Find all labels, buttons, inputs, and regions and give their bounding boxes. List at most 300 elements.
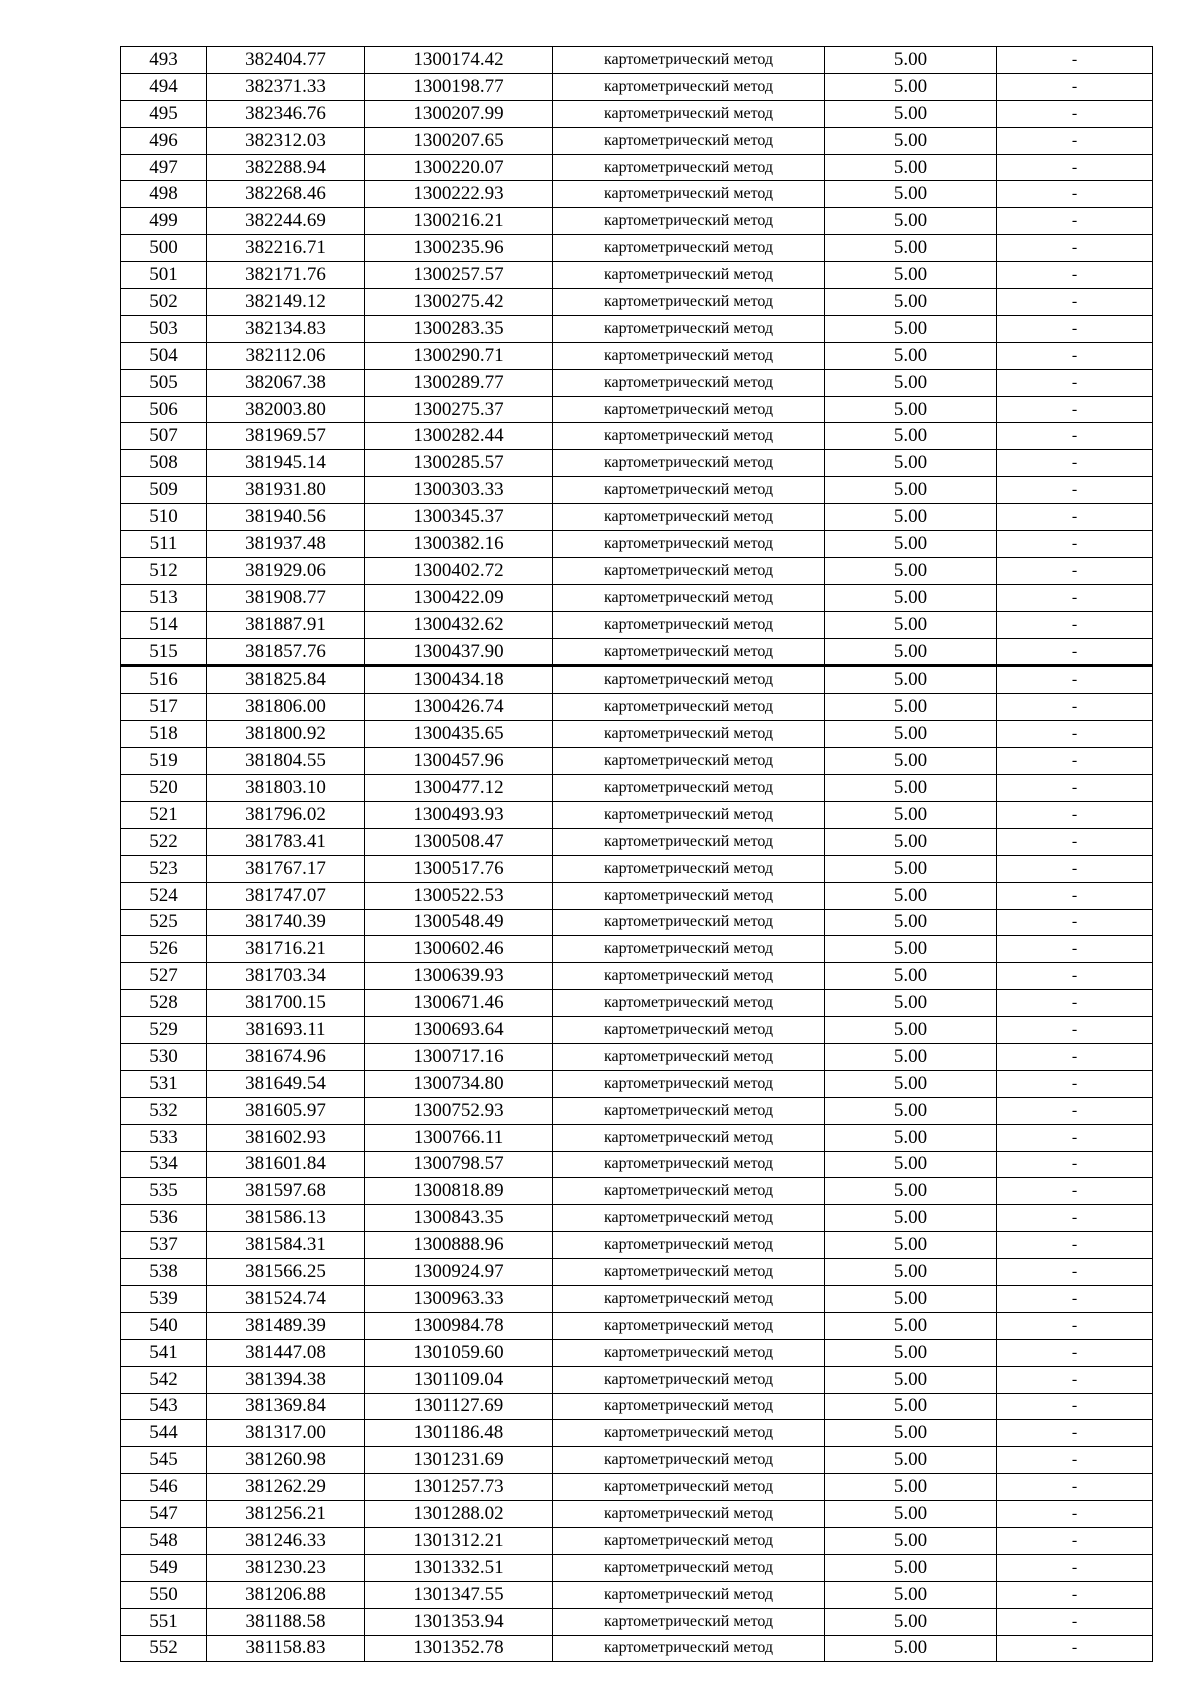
x-coordinate-cell: 381524.74 (207, 1285, 365, 1312)
x-coordinate-cell: 381700.15 (207, 990, 365, 1017)
x-coordinate-cell: 381803.10 (207, 775, 365, 802)
point-number-cell: 547 (121, 1501, 207, 1528)
y-coordinate-cell: 1300207.65 (365, 127, 553, 154)
accuracy-cell: 5.00 (825, 1124, 997, 1151)
note-cell: - (997, 100, 1153, 127)
method-cell: картометрический метод (553, 694, 825, 721)
method-cell: картометрический метод (553, 1205, 825, 1232)
method-cell: картометрический метод (553, 611, 825, 638)
table-row (121, 1285, 1153, 1312)
point-number-cell: 497 (121, 154, 207, 181)
note-cell: - (997, 1259, 1153, 1286)
point-number-cell: 552 (121, 1635, 207, 1662)
x-coordinate-cell: 382216.71 (207, 235, 365, 262)
x-coordinate-cell: 381969.57 (207, 423, 365, 450)
method-cell: картометрический метод (553, 450, 825, 477)
accuracy-cell: 5.00 (825, 342, 997, 369)
table-row (121, 1097, 1153, 1124)
point-number-cell: 543 (121, 1393, 207, 1420)
accuracy-cell: 5.00 (825, 1527, 997, 1554)
note-cell: - (997, 477, 1153, 504)
note-cell: - (997, 235, 1153, 262)
accuracy-cell: 5.00 (825, 1581, 997, 1608)
table-row (121, 1339, 1153, 1366)
x-coordinate-cell: 382112.06 (207, 342, 365, 369)
method-cell: картометрический метод (553, 423, 825, 450)
method-cell: картометрический метод (553, 909, 825, 936)
accuracy-cell: 5.00 (825, 882, 997, 909)
accuracy-cell: 5.00 (825, 450, 997, 477)
y-coordinate-cell: 1300602.46 (365, 936, 553, 963)
note-cell: - (997, 181, 1153, 208)
note-cell: - (997, 73, 1153, 100)
table-row (121, 1205, 1153, 1232)
method-cell: картометрический метод (553, 100, 825, 127)
note-cell: - (997, 1366, 1153, 1393)
y-coordinate-cell: 1300752.93 (365, 1097, 553, 1124)
accuracy-cell: 5.00 (825, 1366, 997, 1393)
accuracy-cell: 5.00 (825, 1151, 997, 1178)
method-cell: картометрический метод (553, 154, 825, 181)
y-coordinate-cell: 1301231.69 (365, 1447, 553, 1474)
accuracy-cell: 5.00 (825, 909, 997, 936)
method-cell: картометрический метод (553, 208, 825, 235)
x-coordinate-cell: 382312.03 (207, 127, 365, 154)
x-coordinate-cell: 381945.14 (207, 450, 365, 477)
note-cell: - (997, 1447, 1153, 1474)
point-number-cell: 504 (121, 342, 207, 369)
method-cell: картометрический метод (553, 504, 825, 531)
method-cell: картометрический метод (553, 1259, 825, 1286)
y-coordinate-cell: 1300548.49 (365, 909, 553, 936)
note-cell: - (997, 504, 1153, 531)
method-cell: картометрический метод (553, 342, 825, 369)
y-coordinate-cell: 1301059.60 (365, 1339, 553, 1366)
table-row (121, 909, 1153, 936)
note-cell: - (997, 666, 1153, 694)
accuracy-cell: 5.00 (825, 1393, 997, 1420)
accuracy-cell: 5.00 (825, 1474, 997, 1501)
note-cell: - (997, 694, 1153, 721)
y-coordinate-cell: 1300693.64 (365, 1017, 553, 1044)
note-cell: - (997, 47, 1153, 74)
y-coordinate-cell: 1300222.93 (365, 181, 553, 208)
table-row (121, 1151, 1153, 1178)
method-cell: картометрический метод (553, 47, 825, 74)
table-row (121, 450, 1153, 477)
x-coordinate-cell: 382244.69 (207, 208, 365, 235)
y-coordinate-cell: 1300434.18 (365, 666, 553, 694)
method-cell: картометрический метод (553, 1178, 825, 1205)
y-coordinate-cell: 1300457.96 (365, 748, 553, 775)
accuracy-cell: 5.00 (825, 1017, 997, 1044)
y-coordinate-cell: 1300285.57 (365, 450, 553, 477)
table-row (121, 1501, 1153, 1528)
point-number-cell: 519 (121, 748, 207, 775)
table-row (121, 1178, 1153, 1205)
x-coordinate-cell: 382268.46 (207, 181, 365, 208)
point-number-cell: 523 (121, 855, 207, 882)
note-cell: - (997, 342, 1153, 369)
x-coordinate-cell: 381369.84 (207, 1393, 365, 1420)
table-row (121, 1527, 1153, 1554)
table-row (121, 262, 1153, 289)
accuracy-cell: 5.00 (825, 73, 997, 100)
x-coordinate-cell: 381857.76 (207, 638, 365, 666)
table-row (121, 342, 1153, 369)
coordinates-table (120, 46, 1153, 1662)
accuracy-cell: 5.00 (825, 936, 997, 963)
y-coordinate-cell: 1300671.46 (365, 990, 553, 1017)
x-coordinate-cell: 381783.41 (207, 828, 365, 855)
x-coordinate-cell: 381703.34 (207, 963, 365, 990)
point-number-cell: 540 (121, 1312, 207, 1339)
method-cell: картометрический метод (553, 1447, 825, 1474)
point-number-cell: 516 (121, 666, 207, 694)
x-coordinate-cell: 381394.38 (207, 1366, 365, 1393)
accuracy-cell: 5.00 (825, 47, 997, 74)
point-number-cell: 541 (121, 1339, 207, 1366)
point-number-cell: 500 (121, 235, 207, 262)
x-coordinate-cell: 381447.08 (207, 1339, 365, 1366)
point-number-cell: 499 (121, 208, 207, 235)
y-coordinate-cell: 1300235.96 (365, 235, 553, 262)
method-cell: картометрический метод (553, 1285, 825, 1312)
note-cell: - (997, 801, 1153, 828)
y-coordinate-cell: 1301127.69 (365, 1393, 553, 1420)
table-row (121, 1393, 1153, 1420)
note-cell: - (997, 1070, 1153, 1097)
x-coordinate-cell: 381825.84 (207, 666, 365, 694)
y-coordinate-cell: 1300275.42 (365, 289, 553, 316)
accuracy-cell: 5.00 (825, 208, 997, 235)
point-number-cell: 530 (121, 1043, 207, 1070)
x-coordinate-cell: 381929.06 (207, 557, 365, 584)
y-coordinate-cell: 1301186.48 (365, 1420, 553, 1447)
x-coordinate-cell: 381649.54 (207, 1070, 365, 1097)
x-coordinate-cell: 382149.12 (207, 289, 365, 316)
y-coordinate-cell: 1300303.33 (365, 477, 553, 504)
table-row (121, 396, 1153, 423)
y-coordinate-cell: 1300798.57 (365, 1151, 553, 1178)
accuracy-cell: 5.00 (825, 396, 997, 423)
note-cell: - (997, 1581, 1153, 1608)
method-cell: картометрический метод (553, 748, 825, 775)
table-row (121, 611, 1153, 638)
point-number-cell: 518 (121, 721, 207, 748)
point-number-cell: 537 (121, 1232, 207, 1259)
x-coordinate-cell: 381597.68 (207, 1178, 365, 1205)
accuracy-cell: 5.00 (825, 1070, 997, 1097)
point-number-cell: 550 (121, 1581, 207, 1608)
x-coordinate-cell: 381804.55 (207, 748, 365, 775)
x-coordinate-cell: 381800.92 (207, 721, 365, 748)
method-cell: картометрический метод (553, 1527, 825, 1554)
x-coordinate-cell: 381796.02 (207, 801, 365, 828)
note-cell: - (997, 990, 1153, 1017)
method-cell: картометрический метод (553, 666, 825, 694)
method-cell: картометрический метод (553, 584, 825, 611)
point-number-cell: 512 (121, 557, 207, 584)
note-cell: - (997, 396, 1153, 423)
point-number-cell: 508 (121, 450, 207, 477)
method-cell: картометрический метод (553, 396, 825, 423)
y-coordinate-cell: 1300734.80 (365, 1070, 553, 1097)
method-cell: картометрический метод (553, 638, 825, 666)
point-number-cell: 534 (121, 1151, 207, 1178)
method-cell: картометрический метод (553, 531, 825, 558)
accuracy-cell: 5.00 (825, 1178, 997, 1205)
point-number-cell: 546 (121, 1474, 207, 1501)
x-coordinate-cell: 382371.33 (207, 73, 365, 100)
x-coordinate-cell: 382288.94 (207, 154, 365, 181)
accuracy-cell: 5.00 (825, 775, 997, 802)
x-coordinate-cell: 381256.21 (207, 1501, 365, 1528)
note-cell: - (997, 882, 1153, 909)
point-number-cell: 529 (121, 1017, 207, 1044)
note-cell: - (997, 315, 1153, 342)
point-number-cell: 506 (121, 396, 207, 423)
table-row (121, 638, 1153, 666)
method-cell: картометрический метод (553, 1420, 825, 1447)
y-coordinate-cell: 1300426.74 (365, 694, 553, 721)
y-coordinate-cell: 1300963.33 (365, 1285, 553, 1312)
point-number-cell: 493 (121, 47, 207, 74)
method-cell: картометрический метод (553, 477, 825, 504)
y-coordinate-cell: 1300508.47 (365, 828, 553, 855)
point-number-cell: 551 (121, 1608, 207, 1635)
x-coordinate-cell: 381262.29 (207, 1474, 365, 1501)
accuracy-cell: 5.00 (825, 1554, 997, 1581)
y-coordinate-cell: 1301312.21 (365, 1527, 553, 1554)
point-number-cell: 528 (121, 990, 207, 1017)
y-coordinate-cell: 1301347.55 (365, 1581, 553, 1608)
table-row (121, 1232, 1153, 1259)
accuracy-cell: 5.00 (825, 584, 997, 611)
point-number-cell: 495 (121, 100, 207, 127)
x-coordinate-cell: 382404.77 (207, 47, 365, 74)
note-cell: - (997, 1124, 1153, 1151)
y-coordinate-cell: 1300493.93 (365, 801, 553, 828)
note-cell: - (997, 1178, 1153, 1205)
table-row (121, 1366, 1153, 1393)
method-cell: картометрический метод (553, 936, 825, 963)
method-cell: картометрический метод (553, 1151, 825, 1178)
y-coordinate-cell: 1301352.78 (365, 1635, 553, 1662)
accuracy-cell: 5.00 (825, 1043, 997, 1070)
note-cell: - (997, 423, 1153, 450)
point-number-cell: 511 (121, 531, 207, 558)
point-number-cell: 521 (121, 801, 207, 828)
table-row (121, 1124, 1153, 1151)
note-cell: - (997, 909, 1153, 936)
table-row (121, 855, 1153, 882)
point-number-cell: 502 (121, 289, 207, 316)
table-row (121, 73, 1153, 100)
table-row (121, 1259, 1153, 1286)
accuracy-cell: 5.00 (825, 557, 997, 584)
method-cell: картометрический метод (553, 73, 825, 100)
method-cell: картометрический метод (553, 1043, 825, 1070)
y-coordinate-cell: 1301332.51 (365, 1554, 553, 1581)
accuracy-cell: 5.00 (825, 1635, 997, 1662)
table-row (121, 666, 1153, 694)
note-cell: - (997, 1554, 1153, 1581)
x-coordinate-cell: 381908.77 (207, 584, 365, 611)
y-coordinate-cell: 1300345.37 (365, 504, 553, 531)
x-coordinate-cell: 381230.23 (207, 1554, 365, 1581)
table-row (121, 775, 1153, 802)
y-coordinate-cell: 1300888.96 (365, 1232, 553, 1259)
note-cell: - (997, 1393, 1153, 1420)
point-number-cell: 525 (121, 909, 207, 936)
y-coordinate-cell: 1300477.12 (365, 775, 553, 802)
point-number-cell: 520 (121, 775, 207, 802)
point-number-cell: 498 (121, 181, 207, 208)
note-cell: - (997, 748, 1153, 775)
y-coordinate-cell: 1300843.35 (365, 1205, 553, 1232)
y-coordinate-cell: 1301257.73 (365, 1474, 553, 1501)
note-cell: - (997, 531, 1153, 558)
table-row (121, 127, 1153, 154)
accuracy-cell: 5.00 (825, 801, 997, 828)
x-coordinate-cell: 381747.07 (207, 882, 365, 909)
method-cell: картометрический метод (553, 1312, 825, 1339)
table-row (121, 315, 1153, 342)
method-cell: картометрический метод (553, 289, 825, 316)
note-cell: - (997, 557, 1153, 584)
table-row (121, 47, 1153, 74)
note-cell: - (997, 1339, 1153, 1366)
point-number-cell: 545 (121, 1447, 207, 1474)
note-cell: - (997, 1205, 1153, 1232)
accuracy-cell: 5.00 (825, 181, 997, 208)
accuracy-cell: 5.00 (825, 611, 997, 638)
x-coordinate-cell: 381887.91 (207, 611, 365, 638)
y-coordinate-cell: 1300220.07 (365, 154, 553, 181)
y-coordinate-cell: 1300717.16 (365, 1043, 553, 1070)
note-cell: - (997, 450, 1153, 477)
accuracy-cell: 5.00 (825, 828, 997, 855)
y-coordinate-cell: 1300198.77 (365, 73, 553, 100)
x-coordinate-cell: 381260.98 (207, 1447, 365, 1474)
x-coordinate-cell: 382171.76 (207, 262, 365, 289)
point-number-cell: 548 (121, 1527, 207, 1554)
point-number-cell: 517 (121, 694, 207, 721)
table-row (121, 882, 1153, 909)
x-coordinate-cell: 381566.25 (207, 1259, 365, 1286)
table-row (121, 208, 1153, 235)
x-coordinate-cell: 381674.96 (207, 1043, 365, 1070)
accuracy-cell: 5.00 (825, 100, 997, 127)
y-coordinate-cell: 1300818.89 (365, 1178, 553, 1205)
method-cell: картометрический метод (553, 1339, 825, 1366)
y-coordinate-cell: 1300216.21 (365, 208, 553, 235)
point-number-cell: 549 (121, 1554, 207, 1581)
method-cell: картометрический метод (553, 775, 825, 802)
y-coordinate-cell: 1300766.11 (365, 1124, 553, 1151)
accuracy-cell: 5.00 (825, 1420, 997, 1447)
x-coordinate-cell: 381693.11 (207, 1017, 365, 1044)
table-row (121, 154, 1153, 181)
note-cell: - (997, 1312, 1153, 1339)
y-coordinate-cell: 1300422.09 (365, 584, 553, 611)
x-coordinate-cell: 381584.31 (207, 1232, 365, 1259)
accuracy-cell: 5.00 (825, 289, 997, 316)
table-row (121, 801, 1153, 828)
note-cell: - (997, 1043, 1153, 1070)
accuracy-cell: 5.00 (825, 1097, 997, 1124)
method-cell: картометрический метод (553, 127, 825, 154)
accuracy-cell: 5.00 (825, 154, 997, 181)
table-row (121, 1608, 1153, 1635)
accuracy-cell: 5.00 (825, 1285, 997, 1312)
note-cell: - (997, 1097, 1153, 1124)
x-coordinate-cell: 381489.39 (207, 1312, 365, 1339)
note-cell: - (997, 262, 1153, 289)
method-cell: картометрический метод (553, 1581, 825, 1608)
point-number-cell: 515 (121, 638, 207, 666)
y-coordinate-cell: 1300207.99 (365, 100, 553, 127)
x-coordinate-cell: 382134.83 (207, 315, 365, 342)
x-coordinate-cell: 381317.00 (207, 1420, 365, 1447)
x-coordinate-cell: 381937.48 (207, 531, 365, 558)
method-cell: картометрический метод (553, 1393, 825, 1420)
method-cell: картометрический метод (553, 990, 825, 1017)
table-row (121, 963, 1153, 990)
x-coordinate-cell: 382003.80 (207, 396, 365, 423)
point-number-cell: 538 (121, 1259, 207, 1286)
y-coordinate-cell: 1300275.37 (365, 396, 553, 423)
x-coordinate-cell: 381246.33 (207, 1527, 365, 1554)
method-cell: картометрический метод (553, 828, 825, 855)
y-coordinate-cell: 1300290.71 (365, 342, 553, 369)
accuracy-cell: 5.00 (825, 531, 997, 558)
point-number-cell: 539 (121, 1285, 207, 1312)
accuracy-cell: 5.00 (825, 721, 997, 748)
y-coordinate-cell: 1301109.04 (365, 1366, 553, 1393)
y-coordinate-cell: 1300984.78 (365, 1312, 553, 1339)
method-cell: картометрический метод (553, 1070, 825, 1097)
accuracy-cell: 5.00 (825, 1205, 997, 1232)
method-cell: картометрический метод (553, 1124, 825, 1151)
note-cell: - (997, 127, 1153, 154)
point-number-cell: 510 (121, 504, 207, 531)
table-row (121, 1017, 1153, 1044)
note-cell: - (997, 1017, 1153, 1044)
x-coordinate-cell: 381605.97 (207, 1097, 365, 1124)
table-row (121, 557, 1153, 584)
point-number-cell: 522 (121, 828, 207, 855)
accuracy-cell: 5.00 (825, 855, 997, 882)
table-row (121, 1070, 1153, 1097)
note-cell: - (997, 775, 1153, 802)
note-cell: - (997, 638, 1153, 666)
coordinates-table-body (121, 47, 1153, 1662)
method-cell: картометрический метод (553, 1501, 825, 1528)
x-coordinate-cell: 382067.38 (207, 369, 365, 396)
note-cell: - (997, 1285, 1153, 1312)
method-cell: картометрический метод (553, 1232, 825, 1259)
table-row (121, 1581, 1153, 1608)
table-row (121, 584, 1153, 611)
y-coordinate-cell: 1300517.76 (365, 855, 553, 882)
method-cell: картометрический метод (553, 1474, 825, 1501)
note-cell: - (997, 289, 1153, 316)
point-number-cell: 524 (121, 882, 207, 909)
method-cell: картометрический метод (553, 557, 825, 584)
table-row (121, 181, 1153, 208)
